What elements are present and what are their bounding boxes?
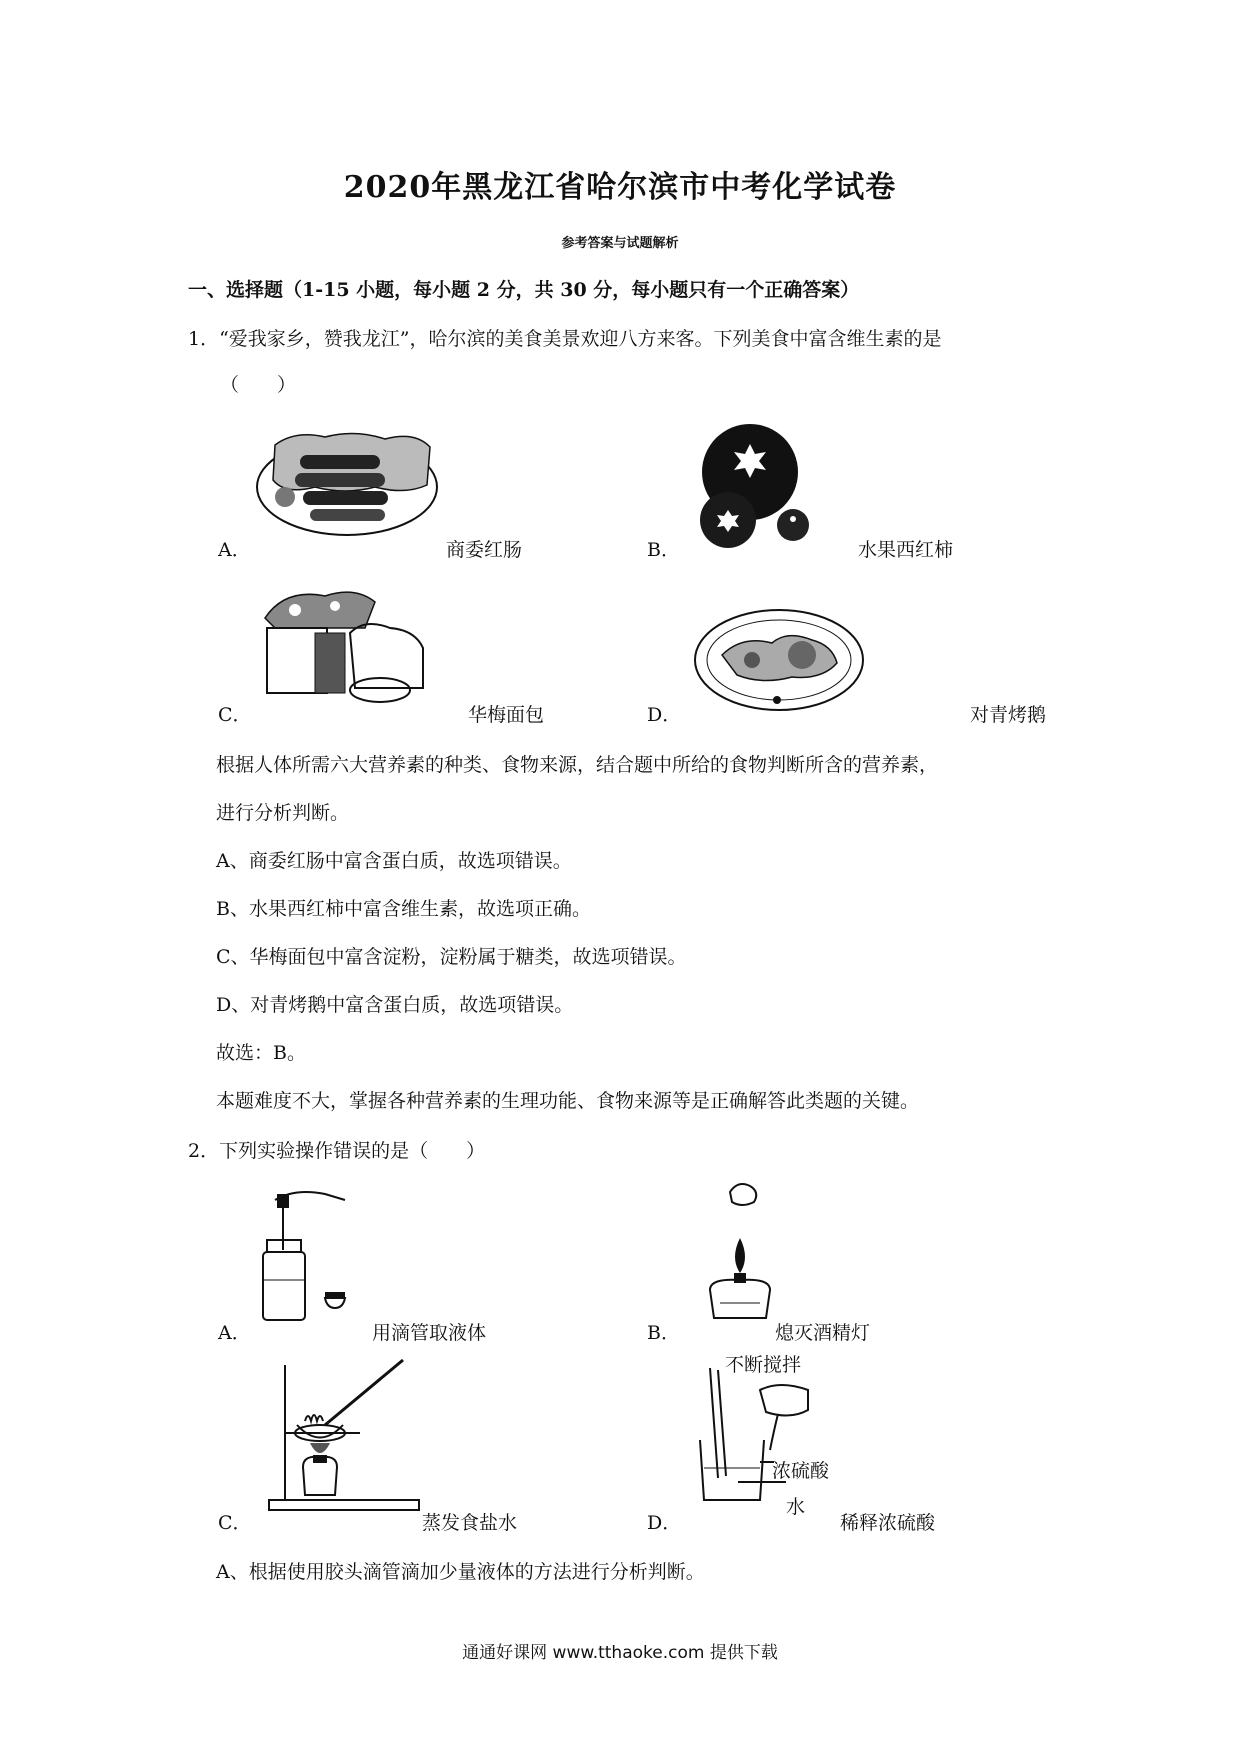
q2-option-a-letter: A． — [218, 1322, 251, 1344]
q1-comment: 本题难度不大，掌握各种营养素的生理功能、食物来源等是正确解答此类题的关键。 — [216, 1090, 920, 1112]
q2-option-b-letter: B． — [647, 1322, 680, 1344]
q1-option-c-letter: C． — [218, 704, 252, 726]
q1-solution-a: A、商委红肠中富含蛋白质，故选项错误。 — [216, 850, 572, 872]
q1-solution-d: D、对青烤鹅中富含蛋白质，故选项错误。 — [216, 994, 574, 1016]
q1-option-b-letter: B． — [647, 539, 680, 561]
footer-source: 通通好课网 www.tthaoke.com 提供下载 — [462, 1643, 778, 1663]
dropper-bottle-picture — [255, 1180, 385, 1325]
alcohol-lamp-picture — [690, 1178, 790, 1328]
q1-option-a-label: 商委红肠 — [446, 539, 523, 561]
q1-solution-b: B、水果西红柿中富含维生素，故选项正确。 — [216, 898, 591, 920]
water-label: 水 — [786, 1496, 806, 1518]
q1-stem-bracket: （ ） — [220, 374, 297, 396]
acid-label: 浓硫酸 — [772, 1460, 830, 1482]
q1-option-a-letter: A． — [218, 539, 251, 561]
q1-stem: 1．“爱我家乡，赞我龙江”，哈尔滨的美食美景欢迎八方来客。下列美食中富含维生素的是 — [188, 328, 942, 350]
q1-option-c-label: 华梅面包 — [468, 704, 545, 726]
sausage-plate-picture — [255, 425, 440, 545]
page-subtitle: 参考答案与试题解析 — [561, 236, 679, 251]
q1-option-b-label: 水果西红柿 — [858, 539, 954, 561]
bread-picture — [255, 588, 435, 708]
q2-stem: 2．下列实验操作错误的是（ ） — [188, 1140, 486, 1162]
q1-solution-c: C、华梅面包中富含淀粉，淀粉属于糖类，故选项错误。 — [216, 946, 687, 968]
evaporation-setup-picture — [265, 1355, 425, 1515]
q2-option-c-letter: C． — [218, 1512, 252, 1534]
stir-label: 不断搅拌 — [725, 1354, 802, 1376]
q2-option-d-label: 稀释浓硫酸 — [840, 1512, 936, 1534]
q2-analysis-line1: A、根据使用胶头滴管滴加少量液体的方法进行分析判断。 — [216, 1561, 705, 1583]
q2-option-b-label: 熄灭酒精灯 — [775, 1322, 871, 1344]
section-heading: 一、选择题（1-15 小题，每小题 2 分，共 30 分，每小题只有一个正确答案） — [188, 279, 860, 301]
q2-option-c-label: 蒸发食盐水 — [422, 1512, 518, 1534]
tomatoes-picture — [678, 420, 828, 550]
q2-option-a-label: 用滴管取液体 — [372, 1322, 487, 1344]
q1-analysis-line2: 进行分析判断。 — [216, 802, 350, 824]
q1-answer: 故选：B。 — [216, 1042, 306, 1064]
q1-analysis-line1: 根据人体所需六大营养素的种类、食物来源，结合题中所给的食物判断所含的营养素， — [216, 754, 939, 776]
page-title: 2020年黑龙江省哈尔滨市中考化学试卷 — [343, 170, 897, 205]
q1-option-d-label: 对青烤鹅 — [970, 704, 1047, 726]
q2-option-d-letter: D． — [647, 1512, 682, 1534]
q1-option-d-letter: D． — [647, 704, 682, 726]
roast-goose-plate-picture — [692, 605, 867, 715]
